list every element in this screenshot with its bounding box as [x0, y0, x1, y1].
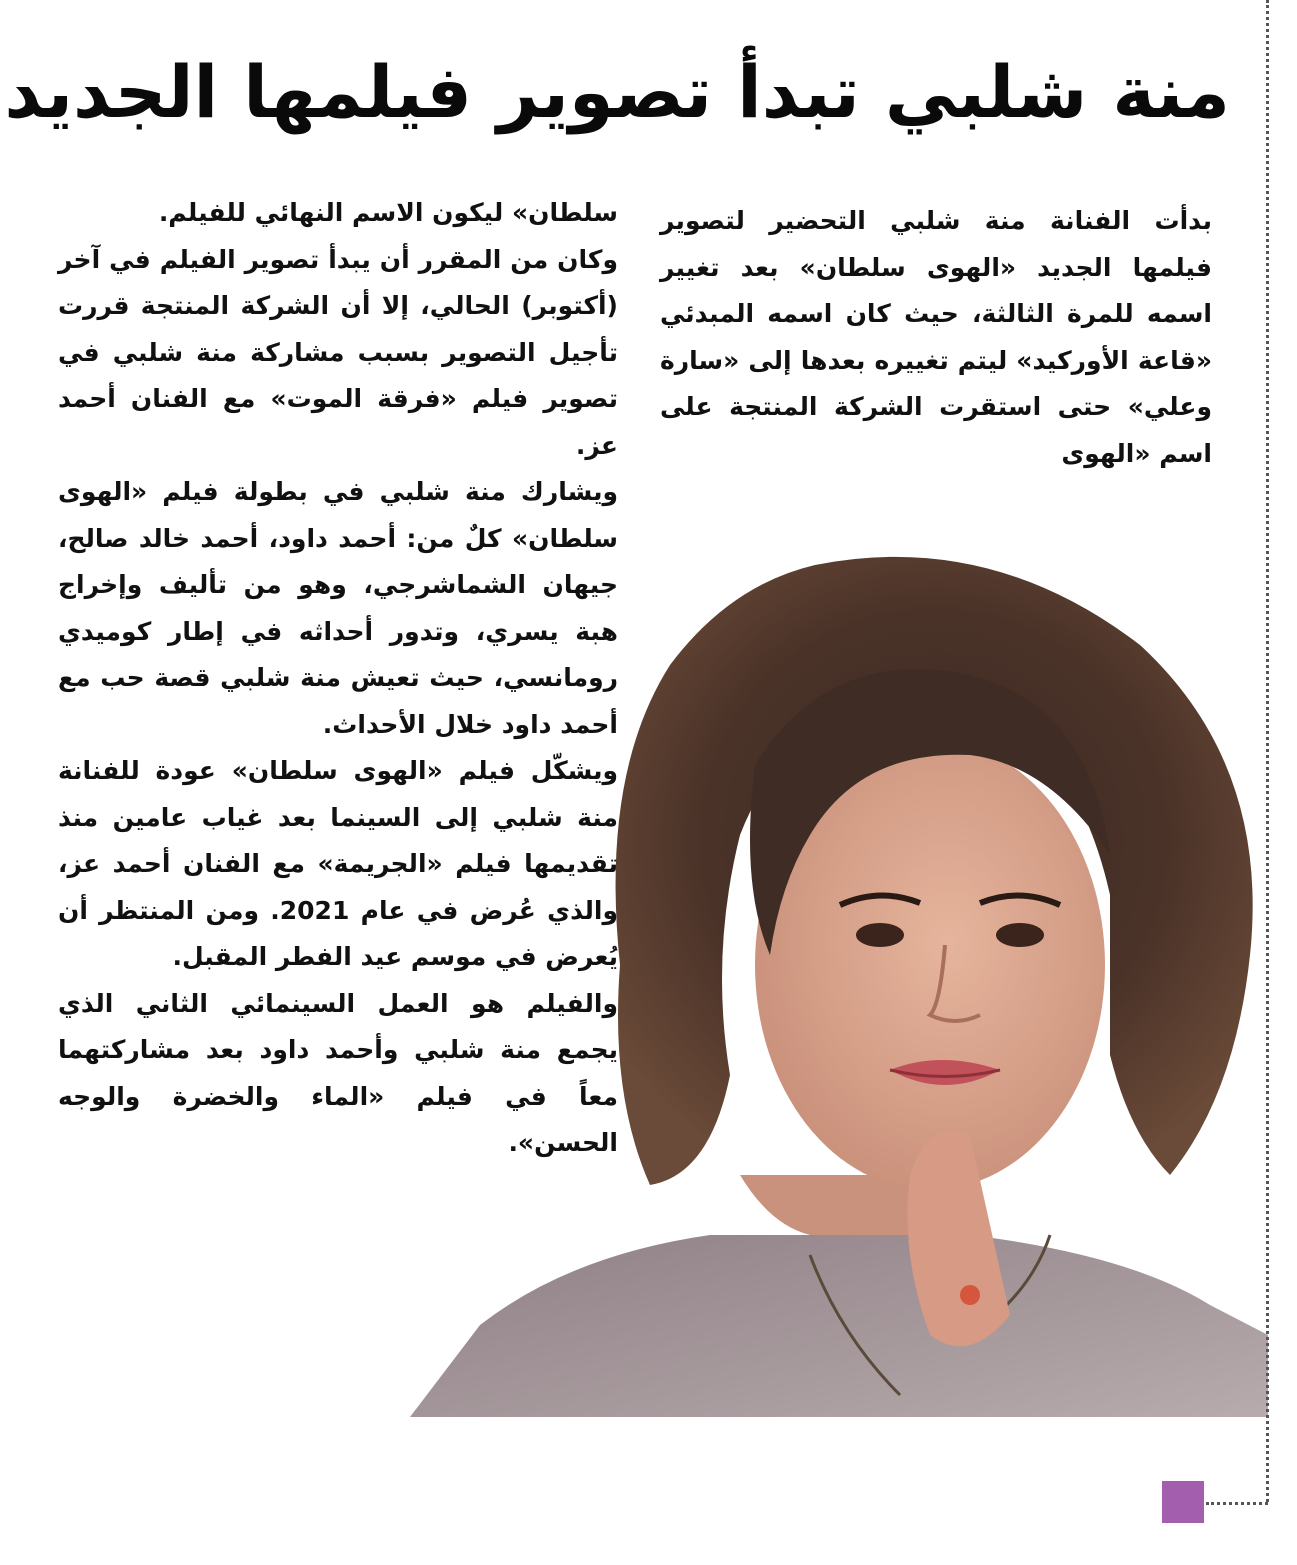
- article-paragraph: ويشكّل فيلم «الهوى سلطان» عودة للفنانة منة شلبي إلى السينما بعد غياب عامين منذ تقديمها فيلم «الجريمة» مع الفنان أحمد عز، والذي عُرض في عام 2021. ومن المنتظر أن يُعرض في موسم عيد الفطر المقبل.: [58, 756, 619, 971]
- footer-divider: [1206, 1502, 1268, 1505]
- column-divider: [1266, 0, 1269, 1502]
- article-intro: بدأت الفنانة منة شلبي التحضير لتصوير فيلمها الجديد «الهوى سلطان» بعد تغيير اسمه للمرة الثالثة، حيث كان اسمه المبدئي «قاعة الأوركيد» ليتم تغييره بعدها إلى «سارة وعلي» حتى استقرت الشركة المنتجة على اسم «الهوى: [660, 206, 1212, 468]
- headline: منة شلبي تبدأ تصوير فيلمها الجديد: [4, 50, 1230, 134]
- article-paragraph: ويشارك منة شلبي في بطولة فيلم «الهوى سلطان» كلٌ من: أحمد داود، أحمد خالد صالح، جيهان الشماشرجي، وهو من تأليف وإخراج هبة يسري، وتدور أحداثه في إطار كوميدي رومانسي، حيث تعيش منة شلبي قصة حب مع أحمد داود خلال الأحداث.: [58, 477, 618, 739]
- article-paragraph: والفيلم هو العمل السينمائي الثاني الذي يجمع منة شلبي وأحمد داود بعد مشاركتهما معاً في فيلم «الماء والخضرة والوجه الحسن».: [58, 988, 618, 1157]
- article-paragraph: وكان من المقرر أن يبدأ تصوير الفيلم في آخر (أكتوبر) الحالي، إلا أن الشركة المنتجة قررت تأجيل التصوير بسبب مشاركة منة شلبي في تصوير فيلم «فرقة الموت» مع الفنان أحمد عز.: [58, 244, 618, 460]
- article-intro-continued: سلطان» ليكون الاسم النهائي للفيلم.: [158, 198, 618, 227]
- article-column-right: [660, 198, 1212, 477]
- page-marker: [1162, 1481, 1204, 1523]
- article-column-left: [58, 190, 618, 1167]
